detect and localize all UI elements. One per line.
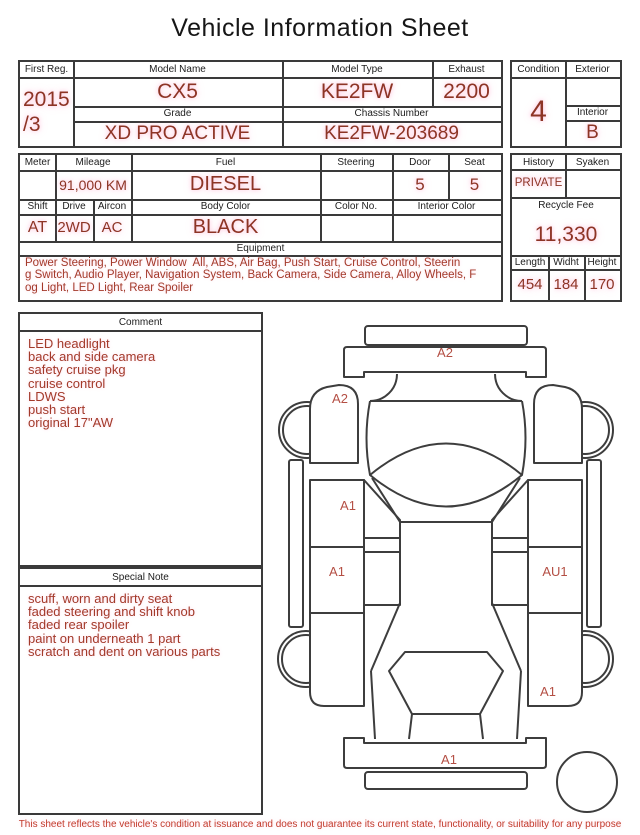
meter-value [20,170,55,199]
comment-line: LED headlight [28,336,110,351]
width-value: 184 [553,276,579,293]
exhaust-label: Exhaust [448,64,485,75]
spec-table [18,153,503,302]
drive-value: 2WD [57,219,91,236]
special-note-line: scuff, worn and dirty seat [28,591,173,606]
color-no-value [320,214,392,241]
left-rear-door-panel [310,547,364,613]
shift-label: Shift [27,201,48,212]
door-value: 5 [415,174,425,194]
condition-table [510,60,622,148]
equipment-line: og Light, LED Light, Rear Spoiler [25,281,194,294]
grade-label: Grade [163,108,192,119]
front-bumper-trim [365,326,527,345]
special-note-line: faded steering and shift knob [28,604,195,620]
car-condition-diagram [268,316,640,816]
interior-color-label: Interior Color [417,201,476,212]
special-note-line: faded rear spoiler [28,617,130,633]
page-title: Vehicle Information Sheet [171,14,469,42]
syaken-value [565,169,620,197]
interior-label: Interior [576,107,609,118]
right-sill-panel [587,460,601,627]
special-note-box [18,567,263,815]
fuel-label: Fuel [215,157,236,168]
syaken-label: Syaken [575,156,610,168]
model-name-label: Model Name [149,64,206,75]
grade-value: XD PRO ACTIVE [104,122,251,144]
disclaimer-text: This sheet reflects the vehicle's condition at issuance and does not guarantee its current state, functionality, or suitability for any purpose [18,819,622,830]
equipment-line: g Switch, Audio Player, Navigation System, Back Camera, Side Camera, Alloy Wheels, F [25,269,477,282]
left-rear-door-mark: A1 [329,564,345,579]
exhaust-value: 2200 [443,79,490,103]
first-reg-year: 2015 [23,87,70,111]
info-table [18,60,503,148]
rear-glass [389,652,503,714]
comment-line: safety cruise pkg [28,362,126,378]
chassis-number-value: KE2FW-203689 [324,122,459,144]
chassis-number-label: Chassis Number [354,108,429,119]
left-sill-panel [289,460,303,627]
special-note-text [28,592,256,658]
comment-line: back and side camera [28,349,156,365]
height-value: 170 [589,276,615,293]
body-color-label: Body Color [200,201,251,212]
spare-tire [557,752,617,812]
right-rear-glass [492,552,528,605]
aircon-label: Aircon [97,201,127,212]
comment-line: cruise control [28,375,106,391]
comment-line: push start [28,402,86,418]
interior-color-value [392,214,501,241]
history-label: History [522,156,555,168]
comment-box [18,312,263,567]
divider [20,330,261,332]
history-value: PRIVATE [514,177,563,189]
right-front-door-panel [528,480,582,547]
special-note-line: scratch and dent on various parts [28,643,221,659]
special-note-label: Special Note [112,571,169,583]
fuel-value: DIESEL [189,173,262,195]
seat-label: Seat [464,157,485,168]
roof-panel [370,444,522,507]
steering-label: Steering [337,157,375,168]
first-reg-month: /3 [23,112,41,136]
aircon-value: AC [101,219,123,236]
comment-text [28,337,256,429]
right-rear-door-mark: AU1 [542,564,568,579]
equipment-text [25,257,497,294]
interior-value: B [586,122,599,143]
comment-line: LDWS [28,388,66,404]
model-type-value: KE2FW [320,79,394,103]
color-no-label: Color No. [334,201,378,212]
history-fee-table [510,153,622,302]
special-note-line: paint on underneath 1 part [28,630,181,646]
seat-value: 5 [469,174,480,194]
condition-label: Condition [517,64,560,75]
left-rear-glass [364,552,400,605]
condition-value: 4 [530,94,547,128]
body-color-value: BLACK [192,216,259,238]
first-reg-value [20,77,73,146]
meter-label: Meter [24,157,51,168]
comment-label: Comment [118,316,163,328]
equipment-label: Equipment [236,242,285,254]
rear-bumper-mark: A1 [441,752,457,767]
model-name-value: CX5 [157,79,198,103]
right-front-fender-panel [534,385,582,463]
front-bumper-mark: A2 [437,345,453,360]
right-rear-door-panel [528,547,582,613]
recycle-fee-value: 11,330 [534,222,598,246]
drive-label: Drive [62,201,86,212]
left-rear-quarter-panel [310,613,364,706]
length-label: Length [514,256,546,268]
width-label: Widht [553,256,579,268]
length-value: 454 [517,276,543,293]
left-front-fender-mark: A2 [332,391,348,406]
height-label: Height [587,256,617,268]
recycle-fee-label: Recycle Fee [538,200,594,211]
divider [20,585,261,587]
equipment-line: Power Steering, Power Window All, ABS, Air Bag, Push Start, Cruise Control, Steerin [25,257,461,269]
left-front-door-panel [310,480,364,547]
rear-bumper-trim [365,772,527,789]
first-reg-label: First Reg. [24,64,69,75]
comment-line: original 17"AW [28,415,114,431]
steering-value [320,170,392,199]
exterior-value [565,77,620,105]
mileage-value: 91,000 KM [59,176,127,193]
left-front-door-mark: A1 [340,498,356,513]
model-type-label: Model Type [331,64,383,75]
door-label: Door [409,157,431,168]
shift-value: AT [27,218,48,236]
exterior-label: Exterior [575,64,610,75]
mileage-label: Mileage [75,157,111,168]
right-rear-quarter-mark: A1 [540,684,556,699]
